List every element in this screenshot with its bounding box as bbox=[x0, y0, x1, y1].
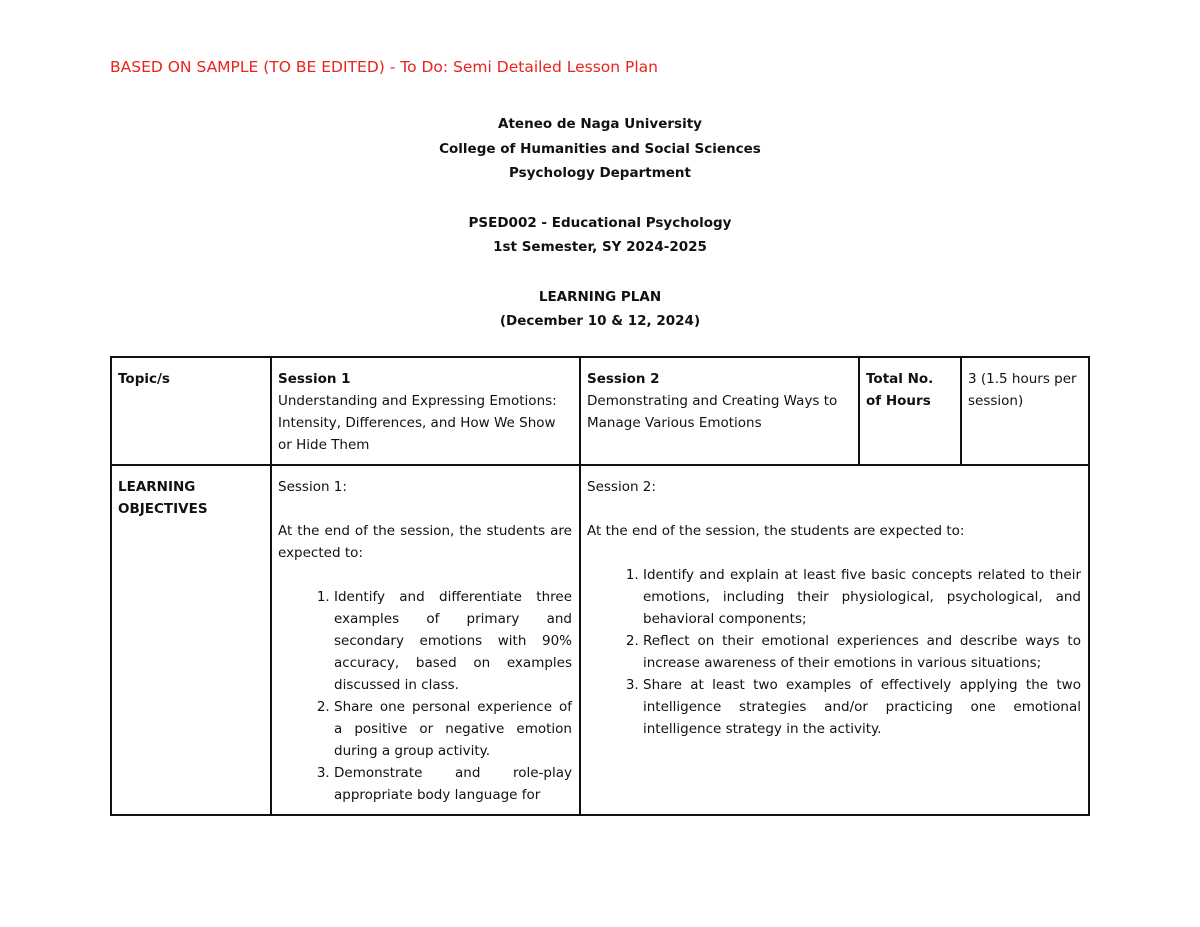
hours-value-cell bbox=[961, 357, 1089, 465]
course-title: PSED002 - Educational Psychology bbox=[468, 214, 732, 231]
list-item: 3. Demonstrate and role-play appropriate body language for bbox=[334, 762, 572, 806]
plan-dates: (December 10 & 12, 2024) bbox=[499, 313, 701, 329]
session2-topic: Demonstrating and Creating Ways to Manage Various Emotions bbox=[587, 393, 838, 431]
document-header bbox=[0, 112, 1200, 334]
list-item: 1. Identify and explain at least five basic concepts related to their emotions, including their physiological, psychological, and behavioral components; bbox=[643, 564, 1081, 630]
session1-objectives-cell bbox=[271, 465, 580, 815]
list-item: 3. Share at least two examples of effectively applying the two intelligence strategies and/or practicing one emotional intelligence strategy in the activity. bbox=[643, 674, 1081, 740]
topic-label-cell bbox=[111, 357, 271, 465]
session2-topic-cell bbox=[580, 357, 859, 465]
hours-label-cell bbox=[859, 357, 961, 465]
university-name: Ateneo de Naga University bbox=[498, 116, 702, 132]
hours-label: Total No. of Hours bbox=[866, 371, 934, 409]
session1-topic: Understanding and Expressing Emotions: Intensity, Differences, and How We Show or Hide Them bbox=[278, 393, 557, 453]
learning-plan-table bbox=[110, 356, 1090, 816]
semester: 1st Semester, SY 2024-2025 bbox=[493, 239, 707, 255]
session1-objectives-heading: Session 1: bbox=[278, 479, 347, 495]
session2-objectives-cell bbox=[580, 465, 1089, 815]
session1-label: Session 1 bbox=[278, 371, 351, 387]
department-name: Psychology Department bbox=[509, 165, 691, 181]
draft-note: BASED ON SAMPLE (TO BE EDITED) - To Do: Semi Detailed Lesson Plan bbox=[110, 58, 658, 76]
plan-title: LEARNING PLAN bbox=[538, 288, 662, 305]
topic-label: Topic/s bbox=[118, 371, 170, 387]
list-item: 1. Identify and differentiate three examples of primary and secondary emotions with 90% accuracy, based on examples discussed in class. bbox=[334, 586, 572, 696]
session1-objectives-list bbox=[278, 586, 572, 806]
session2-objectives-intro: At the end of the session, the students are expected to: bbox=[587, 523, 965, 539]
hours-value: 3 (1.5 hours per session) bbox=[968, 371, 1077, 409]
topics-row bbox=[111, 357, 1089, 465]
session2-objectives-list bbox=[587, 564, 1081, 740]
session2-objectives-heading: Session 2: bbox=[587, 479, 656, 495]
objectives-label-cell bbox=[111, 465, 271, 815]
objectives-row bbox=[111, 465, 1089, 815]
college-name: College of Humanities and Social Sciences bbox=[439, 140, 761, 157]
session1-objectives-intro: At the end of the session, the students are expected to: bbox=[278, 523, 572, 561]
list-item: 2. Reflect on their emotional experiences and describe ways to increase awareness of their emotions in various situations; bbox=[643, 630, 1081, 674]
session1-topic-cell bbox=[271, 357, 580, 465]
objectives-label: LEARNING OBJECTIVES bbox=[118, 479, 208, 517]
list-item: 2. Share one personal experience of a positive or negative emotion during a group activity. bbox=[334, 696, 572, 762]
session2-label: Session 2 bbox=[587, 371, 660, 387]
